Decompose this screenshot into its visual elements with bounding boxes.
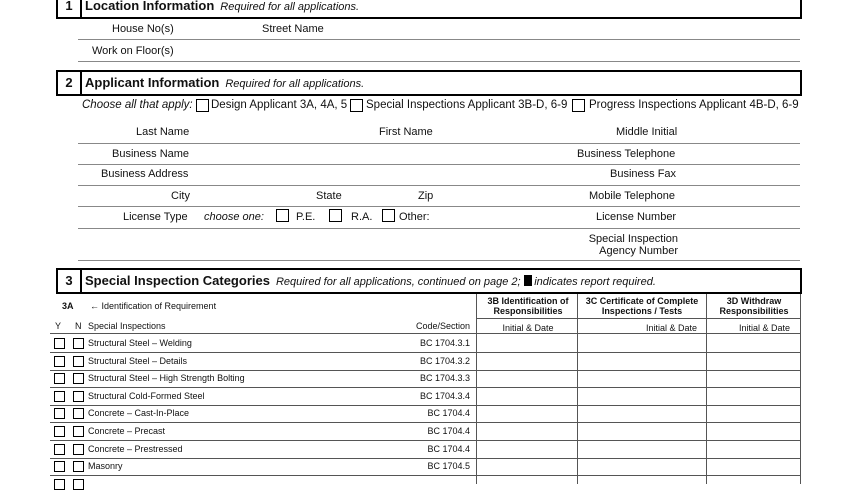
row-no-checkbox[interactable] xyxy=(73,373,84,384)
inspection-name: Structural Cold-Formed Steel xyxy=(88,391,205,401)
divider xyxy=(78,206,800,207)
row-yes-checkbox[interactable] xyxy=(54,426,65,437)
license-type-label: License Type xyxy=(123,211,188,223)
other-label: Other: xyxy=(399,211,430,223)
other-license-field[interactable] xyxy=(436,208,576,226)
mobile-telephone-label: Mobile Telephone xyxy=(589,190,676,202)
initial-date-3b-field[interactable] xyxy=(478,405,576,421)
row-no-checkbox[interactable] xyxy=(73,461,84,472)
design-applicant-checkbox[interactable] xyxy=(196,99,209,112)
row-yes-checkbox[interactable] xyxy=(54,373,65,384)
license-number-field[interactable] xyxy=(680,208,798,226)
divider xyxy=(78,260,800,261)
row-yes-checkbox[interactable] xyxy=(54,356,65,367)
initial-date-3d-field[interactable] xyxy=(708,370,799,386)
other-checkbox[interactable] xyxy=(382,209,395,222)
section2-note: Required for all applications. xyxy=(225,78,365,90)
business-name-field[interactable] xyxy=(192,145,572,163)
section3-title: Special Inspection Categories xyxy=(85,273,270,288)
y-column-label: Y xyxy=(55,321,62,331)
inspection-code: BC 1704.3.1 xyxy=(419,338,470,348)
initial-date-3d-field[interactable] xyxy=(708,423,799,439)
row-no-checkbox[interactable] xyxy=(73,426,84,437)
divider xyxy=(78,228,800,229)
initial-date-3c-field[interactable] xyxy=(579,458,705,474)
divider xyxy=(476,318,800,319)
initial-date-3b-field[interactable] xyxy=(478,441,576,457)
ra-checkbox[interactable] xyxy=(329,209,342,222)
initial-date-3c-field[interactable] xyxy=(579,370,705,386)
inspection-code: BC 1704.5 xyxy=(427,461,470,471)
design-applicant-label: Design Applicant 3A, 4A, 5 xyxy=(211,99,348,111)
section1-note: Required for all applications. xyxy=(220,1,360,13)
initial-date-3c-field[interactable] xyxy=(579,441,705,457)
divider xyxy=(78,143,800,144)
initial-date-3c-field[interactable] xyxy=(579,353,705,369)
work-on-floors-field[interactable] xyxy=(180,42,798,60)
initial-date-3b-field[interactable] xyxy=(478,353,576,369)
initial-date-3d-field[interactable] xyxy=(708,405,799,421)
license-number-label: License Number xyxy=(596,211,677,223)
divider xyxy=(78,61,800,62)
initial-date-3d: Initial & Date xyxy=(738,323,790,333)
initial-date-3b-field[interactable] xyxy=(478,458,576,474)
choose-all-label: Choose all that apply: xyxy=(82,99,193,111)
inspection-code: BC 1704.4 xyxy=(427,426,470,436)
row-yes-checkbox[interactable] xyxy=(54,391,65,402)
special-inspections-label: Special Inspections xyxy=(88,321,166,331)
section3-number: 3 xyxy=(58,270,82,292)
initial-date-3d-field[interactable] xyxy=(708,458,799,474)
middle-initial-field[interactable] xyxy=(680,123,798,141)
initial-date-3c-field[interactable] xyxy=(579,423,705,439)
inspection-code: BC 1704.3.2 xyxy=(419,356,470,366)
inspection-name: Concrete – Prestressed xyxy=(88,444,183,454)
ra-label: R.A. xyxy=(351,211,373,223)
inspection-code: BC 1704.3.3 xyxy=(419,373,470,383)
first-name-field[interactable] xyxy=(436,123,606,141)
col-3d-header: 3D Withdraw Responsibilities xyxy=(719,296,789,316)
col-3c-header: 3C Certificate of Complete Inspections / Tests xyxy=(585,296,699,316)
progress-inspections-applicant-label: Progress Inspections Applicant 4B-D, 6-9 xyxy=(589,99,799,111)
business-telephone-label: Business Telephone xyxy=(577,148,676,160)
inspection-name: Structural Steel – Details xyxy=(88,356,188,366)
house-nos-field[interactable] xyxy=(190,20,260,38)
state-field[interactable] xyxy=(346,187,412,205)
mobile-telephone-field[interactable] xyxy=(680,187,798,205)
initial-date-3b-field[interactable] xyxy=(478,370,576,386)
row-yes-checkbox[interactable] xyxy=(54,461,65,472)
inspection-name: Structural Steel – High Strength Bolting xyxy=(88,373,245,383)
inspection-code: BC 1704.4 xyxy=(427,444,470,454)
special-inspections-applicant-checkbox[interactable] xyxy=(350,99,363,112)
inspection-name: Concrete – Cast-In-Place xyxy=(88,408,190,418)
zip-label: Zip xyxy=(418,190,434,202)
choose-one-label: choose one: xyxy=(204,211,264,223)
column-divider xyxy=(800,294,801,484)
row-yes-checkbox[interactable] xyxy=(54,444,65,455)
initial-date-3c-field[interactable] xyxy=(579,405,705,421)
state-label: State xyxy=(316,190,342,202)
row-no-checkbox[interactable] xyxy=(73,356,84,367)
section2-header xyxy=(56,70,802,96)
business-name-label: Business Name xyxy=(112,148,190,160)
row-yes-checkbox[interactable] xyxy=(54,408,65,419)
special-inspection-label: Special Inspection xyxy=(588,233,678,245)
special-inspections-applicant-label: Special Inspections Applicant 3B-D, 6-9 xyxy=(366,99,568,111)
row-yes-checkbox[interactable] xyxy=(54,338,65,349)
section3-note-b: indicates report required. xyxy=(534,276,656,288)
initial-date-3b-field[interactable] xyxy=(478,335,576,351)
section1-number: 1 xyxy=(58,0,82,17)
initial-date-3d-field[interactable] xyxy=(708,353,799,369)
column-divider xyxy=(706,294,707,484)
initial-date-3d-field[interactable] xyxy=(708,335,799,351)
inspection-name: Masonry xyxy=(88,461,123,471)
middle-initial-label: Middle Initial xyxy=(616,126,678,138)
code-section-label: Code/Section xyxy=(415,321,470,331)
section1-header xyxy=(56,0,802,19)
identification-of-requirement-label: ← Identification of Requirement xyxy=(90,301,217,311)
pe-checkbox[interactable] xyxy=(276,209,289,222)
initial-date-3b: Initial & Date xyxy=(502,323,554,333)
last-name-field[interactable] xyxy=(192,123,372,141)
section3-note-a: Required for all applications, continued on page 2; xyxy=(275,276,521,288)
city-label: City xyxy=(171,190,190,202)
house-nos-label: House No(s) xyxy=(112,23,174,35)
row-no-checkbox[interactable] xyxy=(73,391,84,402)
initial-date-3b-field[interactable] xyxy=(478,423,576,439)
pe-label: P.E. xyxy=(296,211,316,223)
row-no-checkbox[interactable] xyxy=(73,444,84,455)
inspection-name: Concrete – Precast xyxy=(88,426,166,436)
agency-number-field[interactable] xyxy=(680,232,798,256)
initial-date-3c-field[interactable] xyxy=(579,335,705,351)
column-divider xyxy=(577,294,578,484)
inspection-name: Structural Steel – Welding xyxy=(88,338,192,348)
inspection-code: BC 1704.3.4 xyxy=(419,391,470,401)
section2-number: 2 xyxy=(58,72,82,94)
row-no-checkbox[interactable] xyxy=(73,338,84,349)
section3-header xyxy=(56,268,802,294)
divider xyxy=(50,333,800,334)
business-fax-field[interactable] xyxy=(680,166,798,184)
initial-date-3d-field[interactable] xyxy=(708,441,799,457)
last-name-label: Last Name xyxy=(136,126,190,138)
divider xyxy=(78,39,800,40)
business-address-label: Business Address xyxy=(101,168,189,180)
street-name-field[interactable] xyxy=(328,20,798,38)
zip-field[interactable] xyxy=(436,187,576,205)
column-divider xyxy=(476,294,477,484)
divider xyxy=(78,164,800,165)
street-name-label: Street Name xyxy=(262,23,324,35)
business-fax-label: Business Fax xyxy=(610,168,677,180)
business-telephone-field[interactable] xyxy=(680,145,798,163)
col-3b-header: 3B Identification of Responsibilities xyxy=(487,296,569,316)
divider xyxy=(78,185,800,186)
n-column-label: N xyxy=(75,321,82,331)
report-required-marker xyxy=(524,275,532,286)
section1-title: Location Information xyxy=(85,0,215,13)
work-on-floors-label: Work on Floor(s) xyxy=(92,45,174,57)
first-name-label: First Name xyxy=(379,126,433,138)
city-field[interactable] xyxy=(192,187,312,205)
agency-number-label: Agency Number xyxy=(599,245,678,257)
progress-inspections-applicant-checkbox[interactable] xyxy=(572,99,585,112)
col-3a-label: 3A xyxy=(62,301,74,311)
initial-date-3c-field[interactable] xyxy=(579,388,705,404)
row-no-checkbox[interactable] xyxy=(73,408,84,419)
business-address-field[interactable] xyxy=(192,166,592,184)
table-row-divider xyxy=(50,475,800,476)
initial-date-3b-field[interactable] xyxy=(478,388,576,404)
initial-date-3c: Initial & Date xyxy=(645,323,697,333)
section2-title: Applicant Information xyxy=(85,75,220,90)
initial-date-3d-field[interactable] xyxy=(708,388,799,404)
inspection-code: BC 1704.4 xyxy=(427,408,470,418)
